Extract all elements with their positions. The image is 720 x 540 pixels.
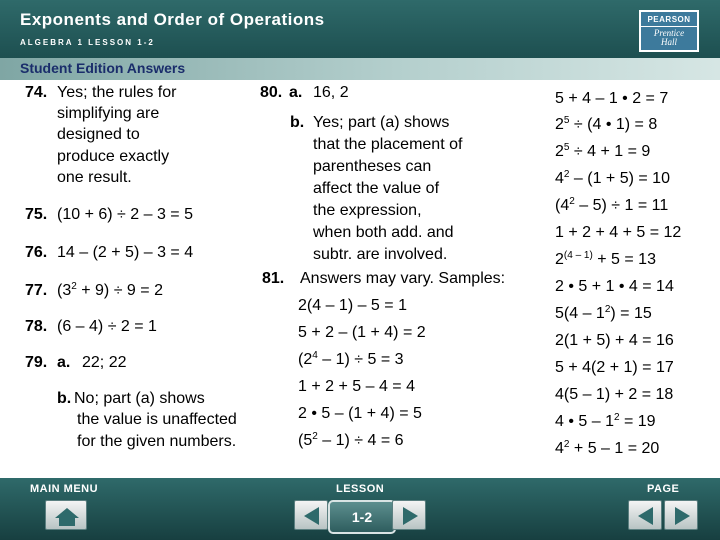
sample-post: – 1) ÷ 4 = 6 bbox=[317, 432, 404, 449]
sample-pre: 2 bbox=[555, 251, 564, 268]
page-label: PAGE bbox=[647, 483, 680, 495]
sample-row: 1 + 2 + 4 + 5 = 12 bbox=[555, 224, 682, 241]
answer-80b-line: affect the value of bbox=[313, 180, 440, 197]
sample-post: = 19 bbox=[619, 413, 656, 430]
section-bar bbox=[0, 58, 720, 80]
answer-81-number: 81. bbox=[262, 270, 285, 287]
sample-row bbox=[555, 305, 652, 323]
answer-74-number: 74. bbox=[25, 84, 48, 101]
logo-divider bbox=[641, 26, 697, 27]
sample-exponent: 2 bbox=[569, 196, 575, 207]
sample-post: + 5 – 1 = 20 bbox=[569, 440, 660, 457]
sample-pre: 4 • 5 – 1 bbox=[555, 413, 614, 430]
sample-pre: 5(4 – 1 bbox=[555, 305, 605, 322]
answer-79a-label: a. bbox=[57, 354, 71, 371]
lesson-subtitle: ALGEBRA 1 LESSON 1-2 bbox=[20, 38, 155, 47]
answer-80b-line: subtr. are involved. bbox=[313, 246, 448, 263]
sample-exponent: 5 bbox=[563, 142, 570, 153]
sample-row: 2 • 5 + 1 • 4 = 14 bbox=[555, 278, 674, 295]
main-menu-button[interactable] bbox=[45, 500, 87, 530]
sample-pre: 4 bbox=[555, 170, 564, 187]
sample-pre: (2 bbox=[298, 351, 313, 368]
previous-lesson-button[interactable] bbox=[294, 500, 328, 530]
answer-80-number: 80. bbox=[260, 84, 283, 101]
sample-pre: 2 bbox=[555, 143, 564, 160]
answer-80a-text: 16, 2 bbox=[313, 84, 349, 101]
sample-row: 4(5 – 1) + 2 = 18 bbox=[555, 386, 674, 403]
section-title: Student Edition Answers bbox=[20, 60, 186, 76]
sample-pre: 2 bbox=[555, 116, 564, 133]
sample-row: 5 + 4(2 + 1) = 17 bbox=[555, 359, 674, 376]
arrow-left-icon bbox=[295, 501, 329, 531]
arrow-right-icon bbox=[393, 501, 427, 531]
answer-81-sample bbox=[298, 432, 404, 450]
answer-74-line: one result. bbox=[57, 169, 132, 186]
sample-row bbox=[555, 413, 656, 431]
arrow-left-icon bbox=[629, 501, 663, 531]
answer-75-number: 75. bbox=[25, 206, 48, 223]
answer-76-text: 14 – (2 + 5) – 3 = 4 bbox=[57, 244, 194, 261]
answer-79-number: 79. bbox=[25, 354, 48, 371]
sample-row bbox=[555, 170, 670, 188]
answer-81-sample: 5 + 2 – (1 + 4) = 2 bbox=[298, 324, 426, 341]
answer-74-line: produce exactly bbox=[57, 148, 170, 165]
main-menu-label: MAIN MENU bbox=[30, 483, 99, 495]
lesson-number-badge[interactable]: 1-2 bbox=[328, 500, 396, 534]
sample-exponent: 2 bbox=[613, 412, 620, 423]
answer-77-pre: (3 bbox=[57, 282, 72, 299]
answer-81-sample: 1 + 2 + 5 – 4 = 4 bbox=[298, 378, 415, 395]
answer-79b-line: for the given numbers. bbox=[77, 433, 237, 450]
sample-post: ÷ (4 • 1) = 8 bbox=[569, 116, 658, 133]
logo-line2: Hall bbox=[660, 37, 677, 47]
answer-79b-line: the value is unaffected bbox=[77, 411, 237, 428]
sample-row: 2(1 + 5) + 4 = 16 bbox=[555, 332, 674, 349]
footer-bar bbox=[0, 478, 720, 540]
answer-81-intro: Answers may vary. Samples: bbox=[300, 270, 506, 287]
answer-75-text: (10 + 6) ÷ 2 – 3 = 5 bbox=[57, 206, 193, 223]
publisher-logo bbox=[639, 10, 699, 52]
next-page-button[interactable] bbox=[664, 500, 698, 530]
answer-80b-line: Yes; part (a) shows bbox=[313, 114, 450, 131]
answer-74-line: designed to bbox=[57, 126, 140, 143]
answer-80b-line: that the placement of bbox=[313, 136, 463, 153]
sample-exponent: 2 bbox=[563, 439, 570, 450]
sample-exponent: 2 bbox=[604, 304, 611, 315]
sample-exponent: 4 bbox=[312, 350, 318, 361]
answer-80b-line: parentheses can bbox=[313, 158, 432, 175]
logo-name: PEARSON bbox=[647, 15, 691, 24]
sample-post: ) = 15 bbox=[610, 305, 652, 322]
sample-post: ÷ 4 + 1 = 9 bbox=[569, 143, 651, 160]
answer-80b-label: b. bbox=[290, 114, 305, 131]
sample-post: – 1) ÷ 5 = 3 bbox=[317, 351, 404, 368]
sample-exponent: 2 bbox=[312, 431, 318, 442]
answer-81-sample bbox=[298, 351, 404, 369]
header-bar bbox=[0, 0, 720, 58]
answer-77-exponent: 2 bbox=[71, 281, 77, 292]
next-lesson-button[interactable] bbox=[392, 500, 426, 530]
answer-77-number: 77. bbox=[25, 282, 48, 299]
answer-79b-label: b. bbox=[57, 390, 72, 407]
sample-pre: (4 bbox=[555, 197, 570, 214]
sample-pre: (5 bbox=[298, 432, 313, 449]
arrow-right-icon bbox=[665, 501, 699, 531]
sample-post: + 5 = 13 bbox=[592, 251, 656, 268]
answer-79a-text: 22; 22 bbox=[82, 354, 127, 371]
sample-row bbox=[555, 251, 656, 269]
answer-80b-line: when both add. and bbox=[313, 224, 454, 241]
lesson-label: LESSON bbox=[336, 483, 385, 495]
answer-80a-label: a. bbox=[289, 84, 303, 101]
page-title: Exponents and Order of Operations bbox=[20, 10, 325, 29]
answer-81-sample: 2 • 5 – (1 + 4) = 5 bbox=[298, 405, 422, 422]
sample-exponent: 2 bbox=[563, 169, 570, 180]
home-icon bbox=[46, 501, 88, 531]
sample-exponent: (4 – 1) bbox=[563, 250, 593, 261]
answer-77-text bbox=[57, 282, 163, 300]
sample-post: – 5) ÷ 1 = 11 bbox=[574, 197, 669, 214]
sample-exponent: 5 bbox=[563, 115, 570, 126]
sample-row bbox=[555, 440, 659, 458]
sample-row bbox=[555, 197, 668, 215]
answer-76-number: 76. bbox=[25, 244, 48, 261]
answer-77-post: + 9) ÷ 9 = 2 bbox=[76, 282, 163, 299]
answer-81-sample: 2(4 – 1) – 5 = 1 bbox=[298, 297, 407, 314]
sample-post: – (1 + 5) = 10 bbox=[569, 170, 670, 187]
sample-pre: 4 bbox=[555, 440, 564, 457]
answer-74-line: Yes; the rules for bbox=[57, 84, 177, 101]
sample-row bbox=[555, 143, 650, 161]
answer-78-text: (6 – 4) ÷ 2 = 1 bbox=[57, 318, 157, 335]
answer-74-line: simplifying are bbox=[57, 105, 160, 122]
answer-80b-line: the expression, bbox=[313, 202, 422, 219]
previous-page-button[interactable] bbox=[628, 500, 662, 530]
answer-78-number: 78. bbox=[25, 318, 48, 335]
sample-row: 5 + 4 – 1 • 2 = 7 bbox=[555, 90, 669, 107]
answer-79b-line: No; part (a) shows bbox=[74, 390, 205, 407]
logo-line1: Prentice bbox=[653, 28, 685, 38]
sample-row bbox=[555, 116, 657, 134]
